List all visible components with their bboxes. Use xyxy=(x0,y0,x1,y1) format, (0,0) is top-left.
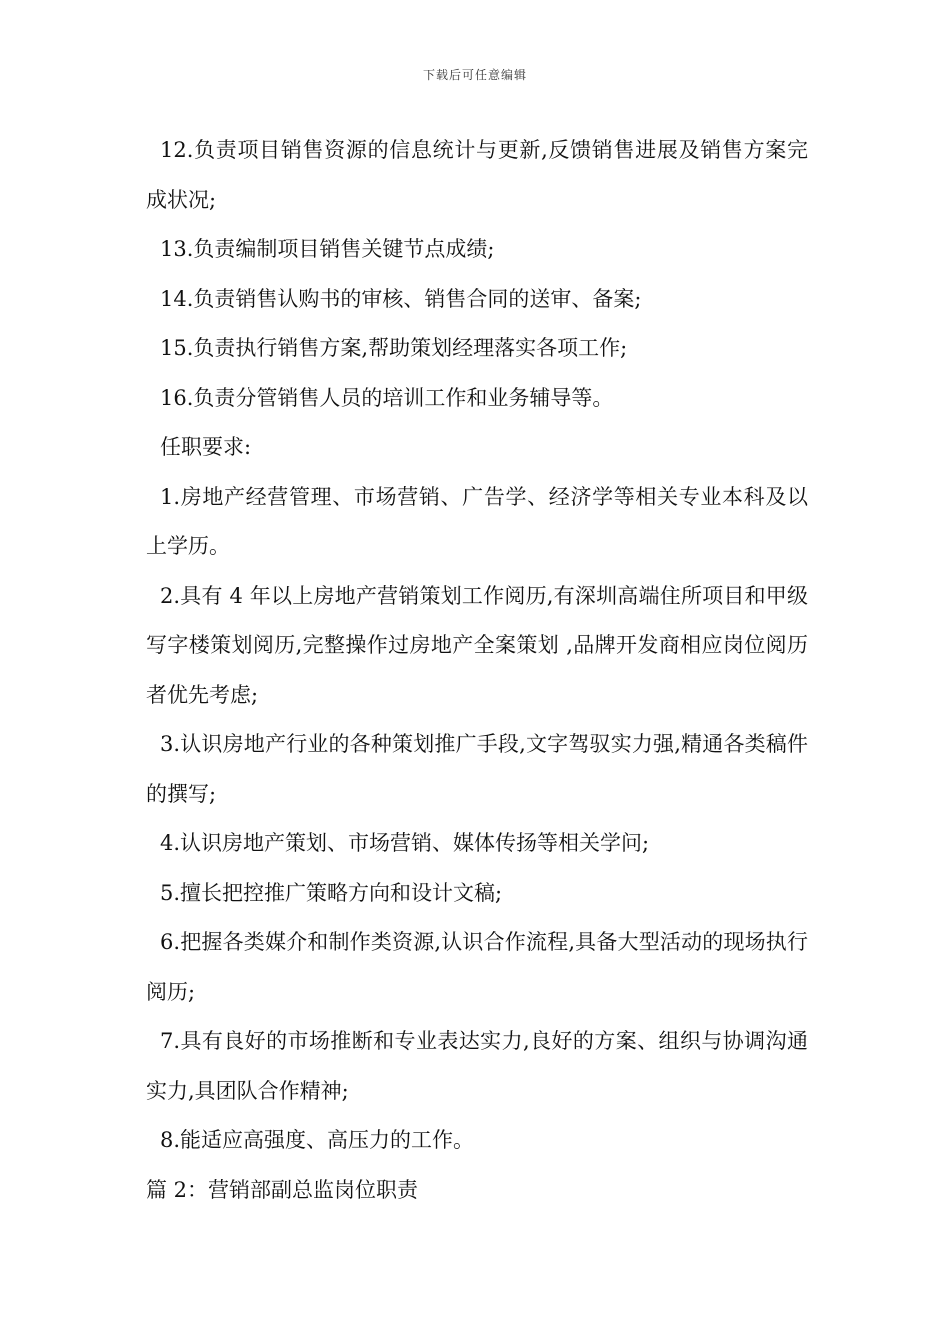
section-title: 篇 2：营销部副总监岗位职责 xyxy=(146,1177,419,1202)
paragraph-item-12: 12.负责项目销售资源的信息统计与更新,反馈销售进展及销售方案完成状况; xyxy=(146,138,808,212)
requirement-item-1: 1.房地产经营管理、市场营销、广告学、经济学等相关专业本科及以上学历。 xyxy=(146,484,808,558)
requirement-item-6: 6.把握各类媒介和制作类资源,认识合作流程,具备大型活动的现场执行阅历; xyxy=(146,930,808,1004)
requirement-item-5: 5.擅长把控推广策略方向和设计文稿; xyxy=(160,880,503,905)
requirement-item-7: 7.具有良好的市场推断和专业表达实力,良好的方案、组织与协调沟通实力,具团队合作精神; xyxy=(146,1029,808,1103)
requirements-heading: 任职要求: xyxy=(160,435,252,459)
requirement-item-3: 3.认识房地产行业的各种策划推广手段,文字驾驭实力强,精通各类稿件的撰写; xyxy=(146,732,808,806)
requirement-item-4: 4.认识房地产策划、市场营销、媒体传扬等相关学问; xyxy=(160,831,650,855)
paragraph-item-16: 16.负责分管销售人员的培训工作和业务辅导等。 xyxy=(160,385,614,410)
paragraph-item-15: 15.负责执行销售方案,帮助策划经理落实各项工作; xyxy=(160,336,628,360)
paragraph-item-14: 14.负责销售认购书的审核、销售合同的送审、备案; xyxy=(160,286,642,311)
page-header: 下载后可任意编辑 xyxy=(422,68,527,82)
document-body xyxy=(146,126,808,1215)
requirement-item-8: 8.能适应高强度、高压力的工作。 xyxy=(160,1128,475,1152)
requirement-item-2: 2.具有 4 年以上房地产营销策划工作阅历,有深圳高端住所项目和甲级写字楼策划阅历,完整操作过房地产全案策划 ,品牌开发商相应岗位阅历者优先考虑; xyxy=(146,583,808,707)
paragraph-item-13: 13.负责编制项目销售关键节点成绩; xyxy=(160,237,495,261)
